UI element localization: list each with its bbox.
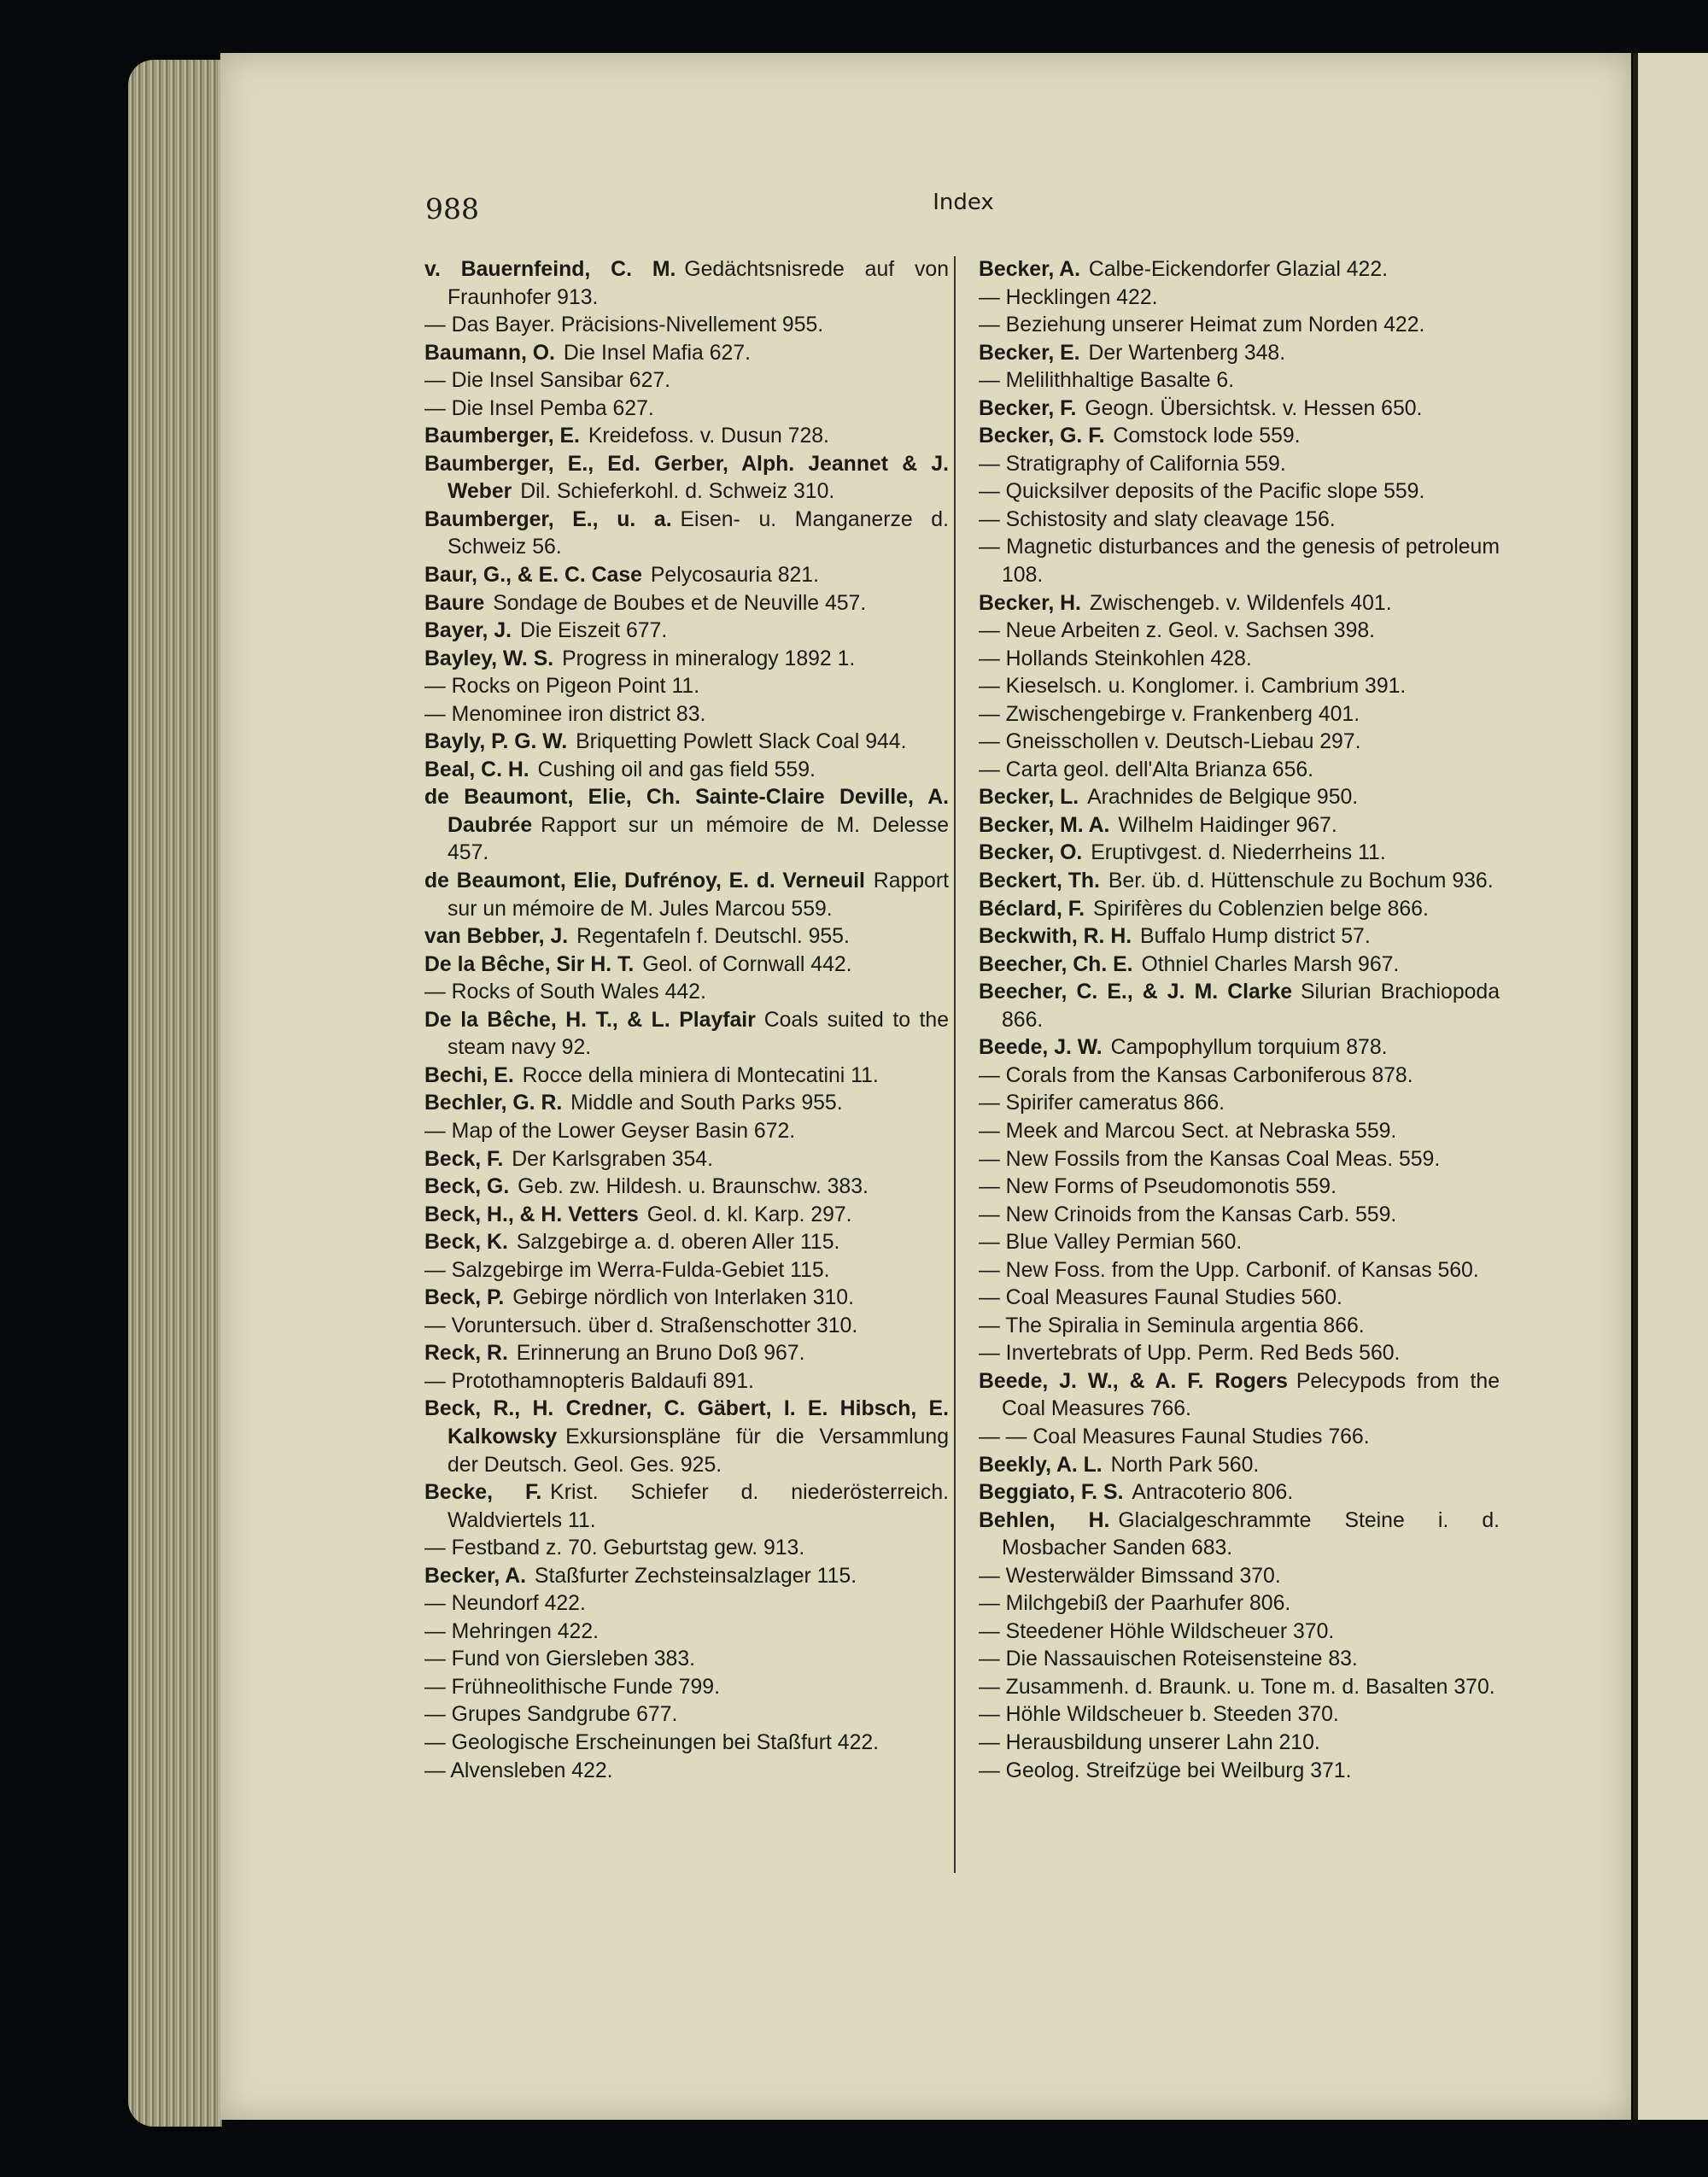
index-entry (424, 951, 949, 980)
page-number: 988 (425, 192, 479, 225)
index-entry (979, 1507, 1500, 1563)
index-entry (424, 868, 949, 923)
entry-author: Baur, G., & E. C. Case (424, 564, 642, 588)
entry-author: Becker, O. (979, 841, 1083, 865)
index-entry (424, 757, 949, 785)
index-entry (424, 1396, 949, 1479)
index-entry (424, 1202, 949, 1230)
index-entry (979, 256, 1500, 284)
index-entry (424, 1563, 949, 1591)
index-entry (424, 1173, 949, 1202)
index-entry (979, 1173, 1500, 1202)
page-title: Index (933, 190, 994, 215)
entry-text: — Carta geol. dell'Alta Brianza 656. (979, 758, 1314, 781)
index-entry (424, 1646, 949, 1674)
entry-author: Becker, E. (979, 341, 1080, 365)
entry-text: — Mehringen 422. (424, 1619, 600, 1643)
entry-author: Becker, A. (424, 1564, 527, 1588)
entry-text: — Map of the Lower Geyser Basin 672. (424, 1119, 796, 1143)
entry-author: Baure (424, 591, 485, 615)
index-entry (979, 312, 1500, 340)
entry-text: — Zusammenh. d. Braunk. u. Tone m. d. Basalten 370. (979, 1675, 1495, 1699)
entry-text: — Steedener Höhle Wildscheuer 370. (979, 1619, 1335, 1643)
index-entry (424, 340, 949, 368)
entry-text: — Hecklingen 422. (979, 285, 1158, 309)
entry-author: Baumann, O. (424, 341, 555, 365)
index-entry (979, 506, 1500, 535)
entry-text: Kreidefoss. v. Dusun 728. (588, 424, 829, 448)
entry-author: Beckert, Th. (979, 869, 1100, 893)
entry-author: Becker, L. (979, 786, 1079, 810)
entry-text: Die Insel Mafia 627. (563, 341, 751, 365)
entry-text: — Salzgebirge im Werra-Fulda-Gebiet 115. (424, 1258, 830, 1282)
entry-text: Calbe-Eickendorfer Glazial 422. (1088, 258, 1389, 281)
entry-text: — Blue Valley Permian 560. (979, 1231, 1243, 1255)
entry-author: Becker, H. (979, 591, 1081, 615)
index-entry (424, 617, 949, 646)
index-entry (424, 1479, 949, 1535)
entry-author: Beck, G. (424, 1175, 510, 1199)
entry-text: — — Coal Measures Faunal Studies 766. (979, 1425, 1370, 1448)
entry-text: — Geolog. Streifzüge bei Weilburg 371. (979, 1759, 1352, 1782)
index-entry (424, 1146, 949, 1174)
index-entry (979, 1563, 1500, 1591)
entry-author: Becker, F. (979, 396, 1077, 420)
entry-author: Becker, M. A. (979, 813, 1110, 837)
index-entry (979, 1479, 1500, 1507)
index-entry (979, 395, 1500, 424)
index-entry (979, 451, 1500, 479)
index-entry (979, 1452, 1500, 1480)
index-entry (979, 1229, 1500, 1257)
index-entry (424, 1118, 949, 1146)
entry-author: De la Bêche, H. T., & L. Playfair (424, 1008, 756, 1032)
entry-text: Campophyllum torquium 878. (1110, 1036, 1388, 1060)
index-entry (424, 701, 949, 729)
entry-author: Baumberger, E., u. a. (424, 507, 672, 531)
entry-text: — Hollands Steinkohlen 428. (979, 647, 1252, 670)
index-entry (424, 423, 949, 451)
index-entry (979, 284, 1500, 313)
index-column-right (979, 256, 1500, 1785)
index-entry (424, 1535, 949, 1563)
index-entry (979, 590, 1500, 618)
index-column-left (424, 256, 949, 1785)
index-entry (979, 1090, 1500, 1118)
entry-text: Rapport sur un mémoire de M. Jules Marcou 559. (447, 869, 949, 921)
index-entry (979, 701, 1500, 729)
entry-text: Sondage de Boubes et de Neuville 457. (493, 591, 867, 615)
entry-author: Beck, R., H. Credner, C. Gäbert, I. E. Hibsch, E. Kalkowsky (424, 1397, 949, 1448)
index-entry (424, 1062, 949, 1091)
index-entry (424, 506, 949, 562)
index-entry (979, 840, 1500, 868)
entry-text: — Alvensleben 422. (424, 1759, 613, 1782)
entry-text: — Westerwälder Bimssand 370. (979, 1564, 1281, 1588)
index-entry (979, 1646, 1500, 1674)
entry-author: de Beaumont, Elie, Dufrénoy, E. d. Verneuil (424, 869, 865, 893)
index-entry (424, 1618, 949, 1647)
index-entry (424, 1701, 949, 1729)
entry-text: Briquetting Powlett Slack Coal 944. (576, 730, 907, 754)
entry-text: — Protothamnopteris Baldaufi 891. (424, 1369, 754, 1393)
entry-text: — Gneisschollen v. Deutsch-Liebau 297. (979, 730, 1361, 754)
index-entry (424, 1674, 949, 1702)
index-entry (979, 729, 1500, 757)
index-entry (424, 1257, 949, 1285)
index-entry (424, 312, 949, 340)
entry-text: — Fund von Giersleben 383. (424, 1647, 696, 1671)
entry-author: van Bebber, J. (424, 925, 569, 949)
entry-text: — Quicksilver deposits of the Pacific slope 559. (979, 480, 1425, 504)
entry-author: Baumberger, E. (424, 424, 580, 448)
entry-author: Beede, J. W. (979, 1036, 1103, 1060)
index-entry (424, 923, 949, 951)
facing-page-edge (1633, 53, 1708, 2120)
index-entry (979, 646, 1500, 674)
index-entry (979, 1729, 1500, 1758)
index-entry (424, 646, 949, 674)
entry-text: Dil. Schieferkohl. d. Schweiz 310. (520, 480, 835, 504)
index-entry (979, 478, 1500, 506)
index-entry (979, 896, 1500, 924)
entry-text: — New Forms of Pseudomonotis 559. (979, 1175, 1337, 1199)
entry-text: — Frühneolithische Funde 799. (424, 1675, 720, 1699)
entry-text: — Magnetic disturbances and the genesis of petroleum 108. (979, 535, 1500, 588)
index-entry (979, 784, 1500, 812)
entry-text: Arachnides de Belgique 950. (1087, 786, 1359, 810)
entry-text: Eisen- u. Manganerze d. Schweiz 56. (447, 507, 949, 559)
entry-author: Beekly, A. L. (979, 1453, 1103, 1477)
entry-text: Zwischengeb. v. Wildenfels 401. (1089, 591, 1392, 615)
entry-author: Beckwith, R. H. (979, 925, 1132, 949)
entry-text: Comstock lode 559. (1113, 424, 1301, 448)
entry-text: — Neue Arbeiten z. Geol. v. Sachsen 398. (979, 619, 1376, 643)
index-entry (979, 1285, 1500, 1313)
entry-text: Wilhelm Haidinger 967. (1118, 813, 1337, 837)
entry-text: — Meek and Marcou Sect. at Nebraska 559. (979, 1119, 1397, 1143)
entry-text: — The Spiralia in Seminula argentia 866. (979, 1314, 1365, 1337)
index-entry (424, 395, 949, 424)
entry-text: — Rocks of South Wales 442. (424, 980, 706, 1004)
entry-text: Spirifères du Coblenzien belge 866. (1092, 897, 1429, 921)
index-entry (424, 1313, 949, 1341)
entry-text: Antracoterio 806. (1132, 1481, 1294, 1505)
entry-text: Coals suited to the steam navy 92. (447, 1008, 949, 1060)
entry-author: Beck, P. (424, 1286, 505, 1310)
entry-author: Reck, R. (424, 1342, 508, 1366)
index-entry (424, 367, 949, 395)
index-entry (424, 1729, 949, 1758)
index-entry (979, 1257, 1500, 1285)
entry-text: — New Crinoids from the Kansas Carb. 559. (979, 1203, 1397, 1226)
entry-text: Eruptivgest. d. Niederrheins 11. (1091, 841, 1386, 865)
index-entry (424, 590, 949, 618)
entry-author: Bayer, J. (424, 619, 512, 643)
index-entry (424, 1229, 949, 1257)
index-entry (424, 1590, 949, 1618)
entry-text: Regentafeln f. Deutschl. 955. (576, 925, 850, 949)
index-entry (424, 451, 949, 506)
entry-author: Bayly, P. G. W. (424, 730, 568, 754)
entry-text: — Rocks on Pigeon Point 11. (424, 675, 700, 699)
entry-author: Becke, F. (424, 1481, 542, 1505)
entry-text: Rapport sur un mémoire de M. Delesse 457. (447, 813, 949, 865)
entry-text: Geb. zw. Hildesh. u. Braunschw. 383. (518, 1175, 869, 1199)
entry-text: — Schistosity and slaty cleavage 156. (979, 507, 1336, 531)
index-entry (979, 923, 1500, 951)
entry-text: — Coal Measures Faunal Studies 560. (979, 1286, 1342, 1310)
index-entry (979, 1340, 1500, 1368)
entry-text: — Die Insel Sansibar 627. (424, 369, 671, 393)
page-header (0, 192, 1708, 226)
entry-text: — Kieselsch. u. Konglomer. i. Cambrium 391. (979, 675, 1407, 699)
entry-text: — New Fossils from the Kansas Coal Meas. 559. (979, 1147, 1441, 1171)
entry-text: Gebirge nördlich von Interlaken 310. (512, 1286, 854, 1310)
entry-text: — Herausbildung unserer Lahn 210. (979, 1730, 1320, 1754)
index-entry (979, 367, 1500, 395)
column-divider (954, 256, 956, 1873)
index-entry (979, 1368, 1500, 1424)
entry-text: Der Wartenberg 348. (1088, 341, 1286, 365)
index-entry (979, 617, 1500, 646)
index-entry (424, 784, 949, 868)
entry-text: Progress in mineralogy 1892 1. (562, 647, 856, 670)
index-entry (979, 951, 1500, 980)
entry-text: — Corals from the Kansas Carboniferous 878. (979, 1063, 1413, 1087)
index-entry (979, 1701, 1500, 1729)
entry-text: Rocce della miniera di Montecatini 11. (522, 1063, 879, 1087)
index-entry (424, 562, 949, 590)
index-entry (979, 1202, 1500, 1230)
entry-text: — Invertebrats of Upp. Perm. Red Beds 560. (979, 1342, 1401, 1366)
entry-author: Beggiato, F. S. (979, 1481, 1124, 1505)
entry-text: — Die Insel Pemba 627. (424, 396, 654, 420)
entry-text: — New Foss. from the Upp. Carbonif. of Kansas 560. (979, 1258, 1479, 1282)
entry-text: — Voruntersuch. über d. Straßenschotter 310. (424, 1314, 858, 1337)
index-entry (424, 1090, 949, 1118)
index-entry (979, 1674, 1500, 1702)
entry-author: Beck, H., & H. Vetters (424, 1203, 639, 1226)
index-entry (979, 534, 1500, 589)
entry-text: Silurian Brachiopoda 866. (1002, 980, 1500, 1032)
index-entry (979, 1313, 1500, 1341)
entry-text: Staßfurter Zechsteinsalzlager 115. (534, 1564, 857, 1588)
index-entry (979, 1618, 1500, 1647)
entry-author: Becker, A. (979, 258, 1081, 281)
entry-text: Glacialgeschrammte Steine i. d. Mosbacher Sanden 683. (1002, 1508, 1500, 1560)
index-entry (979, 340, 1500, 368)
book-page-edges (128, 60, 222, 2127)
entry-text: — Beziehung unserer Heimat zum Norden 422. (979, 313, 1425, 337)
entry-text: — Festband z. 70. Geburtstag gew. 913. (424, 1536, 805, 1560)
index-entry (424, 1368, 949, 1396)
entry-author: Beal, C. H. (424, 758, 529, 781)
index-entry (424, 256, 949, 312)
entry-text: Pelecypods from the Coal Measures 766. (1002, 1369, 1500, 1421)
entry-text: — Melilithhaltige Basalte 6. (979, 369, 1235, 393)
index-entry (979, 1758, 1500, 1786)
entry-text: North Park 560. (1110, 1453, 1260, 1477)
index-entry (979, 673, 1500, 701)
entry-text: — Höhle Wildscheuer b. Steeden 370. (979, 1703, 1339, 1727)
entry-text: — Die Nassauischen Roteisensteine 83. (979, 1647, 1358, 1671)
entry-text: — Neundorf 422. (424, 1592, 586, 1616)
index-entry (979, 1062, 1500, 1091)
index-entry (979, 757, 1500, 785)
entry-text: Ber. üb. d. Hüttenschule zu Bochum 936. (1108, 869, 1494, 893)
entry-author: Baumberger, E., Ed. Gerber, Alph. Jeannet & J. Weber (424, 452, 949, 504)
index-entry (979, 1590, 1500, 1618)
entry-author: Bayley, W. S. (424, 647, 554, 670)
entry-author: Bechler, G. R. (424, 1091, 563, 1115)
entry-author: Beecher, Ch. E. (979, 952, 1133, 976)
entry-author: De la Bêche, Sir H. T. (424, 952, 635, 976)
index-entry (424, 1285, 949, 1313)
entry-text: — Zwischengebirge v. Frankenberg 401. (979, 702, 1360, 726)
entry-text: Der Karlsgraben 354. (512, 1147, 713, 1171)
entry-text: Salzgebirge a. d. oberen Aller 115. (516, 1231, 840, 1255)
entry-text: — Milchgebiß der Paarhufer 806. (979, 1592, 1291, 1616)
index-entry (979, 1034, 1500, 1062)
index-entry (979, 812, 1500, 840)
index-entry (424, 1340, 949, 1368)
entry-text: — Grupes Sandgrube 677. (424, 1703, 678, 1727)
entry-author: v. Bauernfeind, C. M. (424, 258, 676, 281)
entry-text: — Das Bayer. Präcisions-Nivellement 955. (424, 313, 824, 337)
index-entry (424, 673, 949, 701)
index-entry (424, 1007, 949, 1062)
entry-text: — Geologische Erscheinungen bei Staßfurt 422. (424, 1730, 880, 1754)
index-entry (424, 729, 949, 757)
entry-text: Geol. d. kl. Karp. 297. (646, 1203, 852, 1226)
entry-text: — Menominee iron district 83. (424, 702, 706, 726)
entry-text: — Stratigraphy of California 559. (979, 452, 1286, 476)
entry-text: Cushing oil and gas field 559. (537, 758, 816, 781)
index-entry (979, 1146, 1500, 1174)
index-entry (424, 1758, 949, 1786)
index-entry (979, 1118, 1500, 1146)
entry-text: Erinnerung an Bruno Doß 967. (516, 1342, 805, 1366)
entry-text: Geogn. Übersichtsk. v. Hessen 650. (1085, 396, 1423, 420)
entry-author: Beecher, C. E., & J. M. Clarke (979, 980, 1293, 1004)
entry-author: Behlen, H. (979, 1508, 1110, 1532)
index-entry (979, 979, 1500, 1034)
entry-text: Buffalo Hump district 57. (1140, 925, 1371, 949)
entry-author: Becker, G. F. (979, 424, 1105, 448)
entry-text: Middle and South Parks 955. (570, 1091, 843, 1115)
index-entry (979, 868, 1500, 896)
entry-text: Geol. of Cornwall 442. (642, 952, 852, 976)
entry-text: — Spirifer cameratus 866. (979, 1091, 1225, 1115)
entry-author: Beede, J. W., & A. F. Rogers (979, 1369, 1288, 1393)
entry-text: Die Eiszeit 677. (519, 619, 668, 643)
entry-text: Othniel Charles Marsh 967. (1141, 952, 1400, 976)
index-entry (424, 979, 949, 1007)
entry-author: Bechi, E. (424, 1063, 514, 1087)
entry-text: Pelycosauria 821. (650, 564, 819, 588)
entry-author: Beck, F. (424, 1147, 504, 1171)
entry-text: Krist. Schiefer d. niederösterreich. Waldviertels 11. (447, 1481, 950, 1532)
entry-author: Beck, K. (424, 1231, 508, 1255)
index-entry (979, 423, 1500, 451)
entry-author: de Beaumont, Elie, Ch. Sainte-Claire Deville, A. Daubrée (424, 786, 949, 837)
index-entry (979, 1424, 1500, 1452)
entry-author: Béclard, F. (979, 897, 1085, 921)
entry-text: Gedächtsnisrede auf von Fraunhofer 913. (447, 258, 950, 309)
entry-text: Exkursionspläne für die Versammlung der Deutsch. Geol. Ges. 925. (447, 1425, 949, 1477)
